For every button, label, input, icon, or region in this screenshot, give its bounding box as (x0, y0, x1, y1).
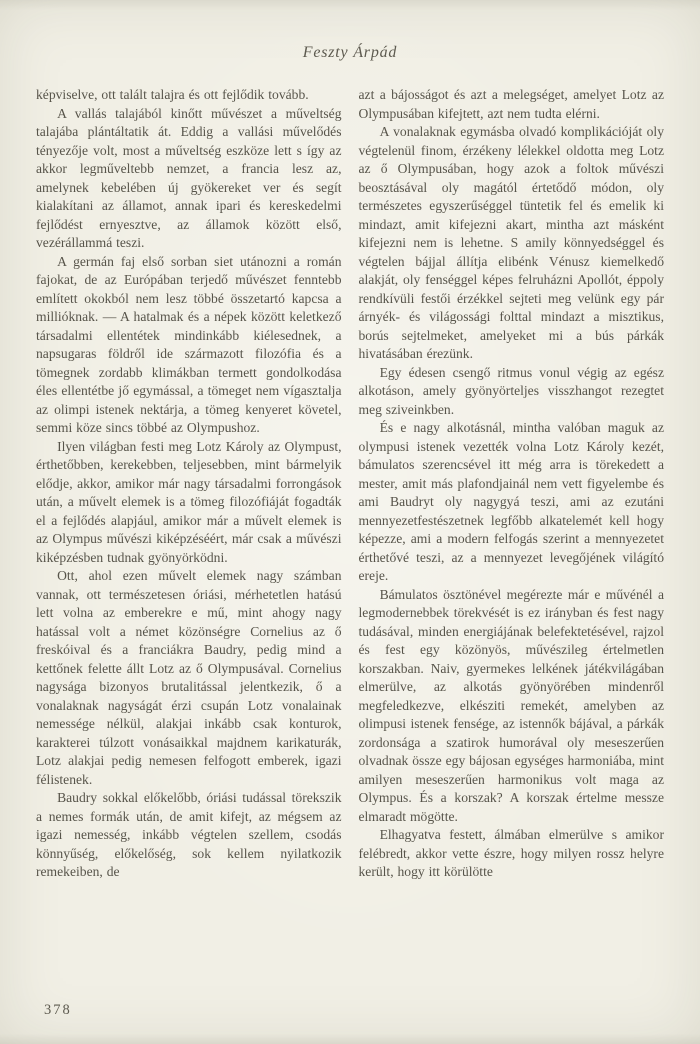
left-column (36, 86, 342, 882)
paragraph: Ilyen világban festi meg Lotz Károly az Olympust, érthetőbben, kerekebben, teljesebben, mint bármelyik elődje, akkor, amikor már nagy társadalmi forrongások után, a művelt elemek is a tömeg filozófiáját fogadták el a fejlődés alapjául, amikor már a művelt elemek is az Olympus művészi kiképzéséért, már csak a művészi kiképzésben tudnak gyönyörködni. (36, 438, 342, 565)
paragraph: Bámulatos ösztönével megérezte már e művénél a legmodernebbek törekvését is ez irányban és fest nagy tudásával, minden energiájának belefektetésével, rajzol és fest egy közönyös, művészileg értelmetlen korszakban. Naiv, gyermekes lelkének játékvilágában elmerülve, az alkotás gyönyörében mindenről megfeledkezve, elkésziti remekét, amelyben az olimpusi istenek fensége, az istennők bájával, a párkák zordonsága a szatirok humorával oly meseszerűen olvadnak össze egy bájosan egységes harmoniába, mint amilyen meseszerűen harmonikus volt maga az Olympus. És a korszak? A korszak értelme messze elmaradt mögötte. (358, 586, 664, 824)
right-column (359, 86, 665, 882)
paragraph: Egy édesen csengő ritmus vonul végig az egész alkotáson, amely gyönyörteljes visszhangot rezegtet meg sziveinkben. (358, 364, 664, 417)
paragraph: képviselve, ott talált talajra és ott fejlődik tovább. (36, 87, 309, 102)
paragraph: És e nagy alkotásnál, mintha valóban maguk az olympusi istenek vezették volna Lotz Károly kezét, bámulatos szerencsével itt még arra is törekedett a mester, amit más plafondjainál nem vett figyelembe és ami Baudryt oly nagygyá teszi, ami az ezutáni mennyezetfestészetnek legfőbb alkatelemét kell hogy képezze, ami a modern felfogás szerint a mennyezetet érthetővé teszi, az a mennyezet levegőjének világító ereje. (358, 420, 664, 583)
text-columns (36, 86, 664, 882)
running-header: Feszty Árpád (302, 44, 398, 61)
paragraph: A germán faj első sorban siet utánozni a román fajokat, de az Európában terjedő művészet fenntebb említett okokból nem lesz többé összetartó kapcsa a millióknak. — A hatalmak és a népek között keletkező társadalmi ellentétek mindinkább kiélesednek, a napsugaras földről ide származott filozófia és a tömegnek zordabb klimákban termett gondolkodása éles ellentétbe jő egymással, a tömeget nem vígasztalja az olimpi istenek nektárja, a tömeg kenyeret követel, semmi köze sincs többé az Olympushoz. (36, 253, 342, 435)
paragraph: A vallás talajából kinőtt művészet a műveltség talajába plántáltatik át. Eddig a vallási művelődés tényezője volt, most a műveltség eszköze lett s így az akkor legműveltebb nemzet, a francia lesz az, amelynek kebelében új gyökereket ver és segít kialakítani az államot, annak ipari és kereskedelmi fejlődést ernyesztve, az államok között első, vezérállammá teszi. (36, 105, 342, 250)
paragraph: Elhagyatva festett, álmában elmerülve s amikor felébredt, akkor vette észre, hogy milyen rossz helyre került, hogy itt körülötte (358, 827, 664, 879)
paragraph: A vonalaknak egymásba olvadó komplikációját oly végtelenül finom, érzékeny lélekkel oldotta meg Lotz az ő Olympusában, hogy azok a foltok művészi beosztásával oly magától értetődő módon, oly természetes egyszerűséggel tüntetik fel és emelik ki mindazt, amit kifejezni akart, mintha azt másként kifejezni nem is lehetne. S amily könnyedséggel és végtelen bájjal állítja elibénk Vénusz kiemelkedő alakját, oly fenséggel képes felruházni Apollót, éppoly rendkívüli festői érzékkel sejteti meg velünk egy pár árnyék- és világossági folttal mindazt a misztikus, borús sejtelmeket, amelyeket mi a bús párkák hivatásában érezünk. (358, 124, 664, 361)
paragraph: Baudry sokkal előkelőbb, óriási tudással törekszik a nemes formák után, de amit kifejt, az mégsem az igazi nemesség, inkább végtelen szellem, csodás könnyűség, előkelőség, sok kellem nyilatkozik remekeiben, de (36, 790, 342, 879)
paragraph: azt a bájosságot és azt a melegséget, amelyet Lotz az Olympusában kifejtett, azt nem tudta elérni. (358, 87, 664, 121)
page-number: 378 (44, 1002, 72, 1018)
paragraph: Ott, ahol ezen művelt elemek nagy számban vannak, ott természetesen óriási, mérhetetlen hatású lett volna az emberekre e mű, mint ahogy nagy hatással volt a német közönségre Cornelius az ő freskóival és a franciákra Baudry, pedig mind a kettőnek felette állt Lotz az ő Olympusával. Cornelius nagysága bizonyos brutalitással jelentkezik, ő a vonalaknak nagyságát érzi csupán Lotz vonalainak nemessége nélkül, alakjai inkább csak konturok, karakterei túlzott vonásaikkal majdnem karikaturák, Lotz alakjai pedig nemesen felfogott emberek, igazi félistenek. (36, 568, 342, 787)
